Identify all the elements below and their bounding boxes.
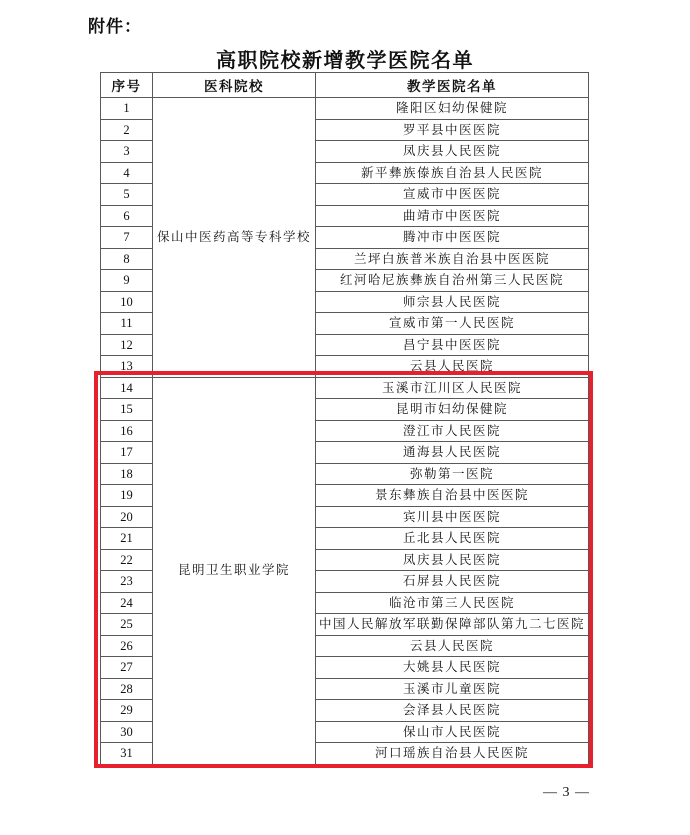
hospital-cell: 宣威市中医医院 xyxy=(316,184,589,206)
row-number-cell: 3 xyxy=(101,141,153,163)
hospital-cell: 中国人民解放军联勤保障部队第九二七医院 xyxy=(316,614,589,636)
row-number-cell: 31 xyxy=(101,743,153,765)
row-number-cell: 29 xyxy=(101,700,153,722)
table-row xyxy=(101,98,589,120)
row-number-cell: 11 xyxy=(101,313,153,335)
row-number-cell: 12 xyxy=(101,334,153,356)
row-number-cell: 6 xyxy=(101,205,153,227)
column-header-college: 医科院校 xyxy=(153,73,316,98)
hospital-cell: 丘北县人民医院 xyxy=(316,528,589,550)
row-number-cell: 27 xyxy=(101,657,153,679)
hospital-cell: 景东彝族自治县中医医院 xyxy=(316,485,589,507)
college-cell: 保山中医药高等专科学校 xyxy=(153,98,316,378)
row-number-cell: 17 xyxy=(101,442,153,464)
row-number-cell: 1 xyxy=(101,98,153,120)
page-title: 高职院校新增教学医院名单 xyxy=(216,50,474,72)
hospital-cell: 石屏县人民医院 xyxy=(316,571,589,593)
hospital-cell: 凤庆县人民医院 xyxy=(316,141,589,163)
hospital-cell: 红河哈尼族彝族自治州第三人民医院 xyxy=(316,270,589,292)
row-number-cell: 13 xyxy=(101,356,153,378)
row-number-cell: 9 xyxy=(101,270,153,292)
hospital-cell: 宣威市第一人民医院 xyxy=(316,313,589,335)
hospital-cell: 通海县人民医院 xyxy=(316,442,589,464)
row-number-cell: 5 xyxy=(101,184,153,206)
row-number-cell: 7 xyxy=(101,227,153,249)
row-number-cell: 20 xyxy=(101,506,153,528)
row-number-cell: 23 xyxy=(101,571,153,593)
table-body xyxy=(101,98,589,765)
row-number-cell: 10 xyxy=(101,291,153,313)
hospital-cell: 玉溪市儿童医院 xyxy=(316,678,589,700)
attachment-label: 附件： xyxy=(88,17,142,36)
row-number-cell: 30 xyxy=(101,721,153,743)
hospital-cell: 会泽县人民医院 xyxy=(316,700,589,722)
hospital-cell: 宾川县中医医院 xyxy=(316,506,589,528)
row-number-cell: 16 xyxy=(101,420,153,442)
row-number-cell: 22 xyxy=(101,549,153,571)
hospital-cell: 曲靖市中医医院 xyxy=(316,205,589,227)
college-cell: 昆明卫生职业学院 xyxy=(153,377,316,764)
hospital-cell: 澄江市人民医院 xyxy=(316,420,589,442)
hospital-cell: 云县人民医院 xyxy=(316,635,589,657)
row-number-cell: 26 xyxy=(101,635,153,657)
hospital-cell: 师宗县人民医院 xyxy=(316,291,589,313)
row-number-cell: 14 xyxy=(101,377,153,399)
hospital-cell: 大姚县人民医院 xyxy=(316,657,589,679)
row-number-cell: 25 xyxy=(101,614,153,636)
page-number: — 3 — xyxy=(543,785,590,800)
row-number-cell: 28 xyxy=(101,678,153,700)
table-row xyxy=(101,377,589,399)
hospital-cell: 河口瑶族自治县人民医院 xyxy=(316,743,589,765)
hospital-cell: 昌宁县中医医院 xyxy=(316,334,589,356)
hospital-cell: 凤庆县人民医院 xyxy=(316,549,589,571)
hospital-cell: 新平彝族傣族自治县人民医院 xyxy=(316,162,589,184)
hospital-cell: 罗平县中医医院 xyxy=(316,119,589,141)
row-number-cell: 19 xyxy=(101,485,153,507)
hospital-cell: 腾冲市中医医院 xyxy=(316,227,589,249)
row-number-cell: 4 xyxy=(101,162,153,184)
table-header-row xyxy=(101,73,589,98)
hospital-cell: 临沧市第三人民医院 xyxy=(316,592,589,614)
hospital-cell: 玉溪市江川区人民医院 xyxy=(316,377,589,399)
hospital-cell: 昆明市妇幼保健院 xyxy=(316,399,589,421)
row-number-cell: 24 xyxy=(101,592,153,614)
hospital-cell: 弥勒第一医院 xyxy=(316,463,589,485)
hospital-table xyxy=(100,72,589,765)
hospital-cell: 云县人民医院 xyxy=(316,356,589,378)
row-number-cell: 8 xyxy=(101,248,153,270)
hospital-cell: 保山市人民医院 xyxy=(316,721,589,743)
hospital-cell: 隆阳区妇幼保健院 xyxy=(316,98,589,120)
row-number-cell: 18 xyxy=(101,463,153,485)
column-header-no: 序号 xyxy=(101,73,153,98)
hospital-cell: 兰坪白族普米族自治县中医医院 xyxy=(316,248,589,270)
row-number-cell: 15 xyxy=(101,399,153,421)
row-number-cell: 2 xyxy=(101,119,153,141)
row-number-cell: 21 xyxy=(101,528,153,550)
column-header-hospital: 教学医院名单 xyxy=(316,73,589,98)
